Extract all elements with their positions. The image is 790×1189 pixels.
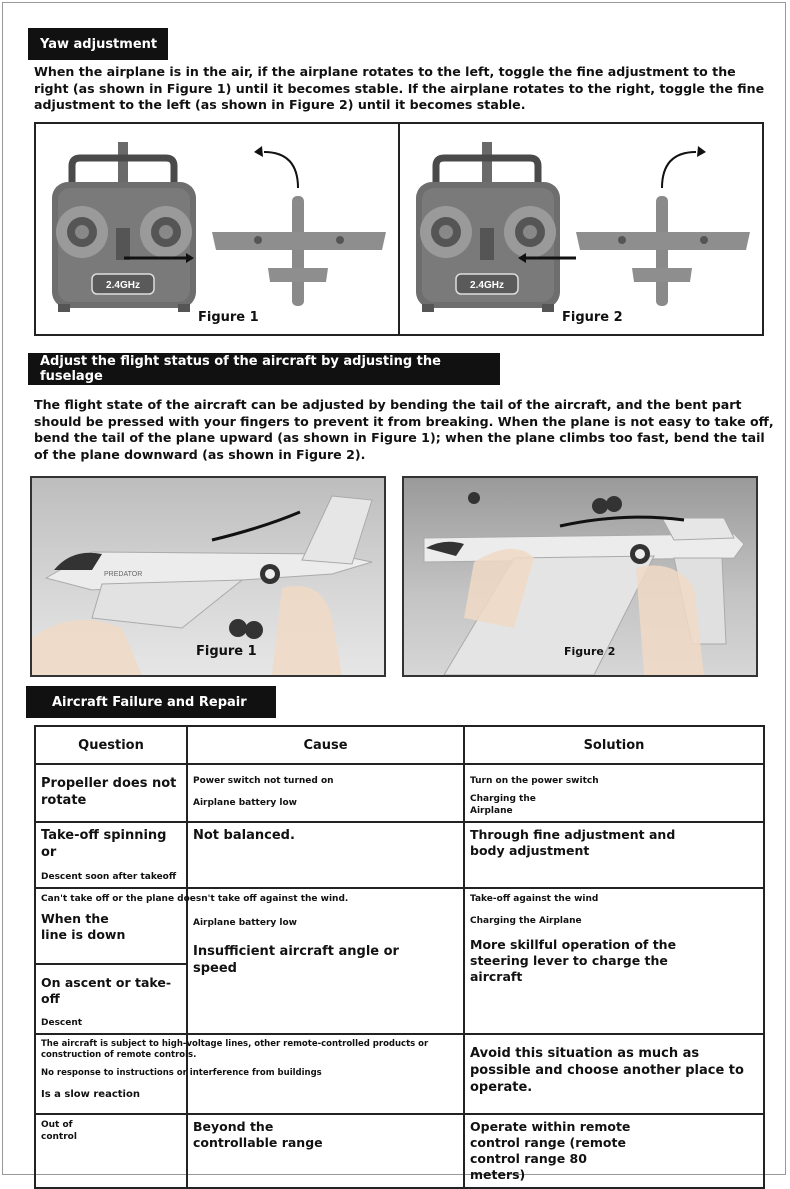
question-text: Can't take off or the plane doesn't take off against the wind.	[41, 894, 349, 904]
fuselage-instructions: The flight state of the aircraft can be adjusted by bending the tail of the aircraft, and the bent part should be pressed with your fingers to prevent it from breaking. When the plane is not easy to take off, bend the tail of the plane upward (as shown in Figure 1); when the plane climbs too fast, bend the tail of the plane downward (as shown in Figure 2).	[34, 397, 774, 462]
fuselage-figure2-label: Figure 2	[564, 645, 616, 658]
question-text: Propeller does not rotate	[41, 776, 177, 808]
table-row	[35, 822, 764, 888]
solution-cell	[464, 1034, 764, 1114]
repair-header-text: Aircraft Failure and Repair	[52, 694, 247, 710]
yaw-figure1-illustration	[36, 124, 398, 334]
cause-cell	[187, 764, 464, 822]
column-header-question: Question	[35, 726, 187, 764]
remote-badge-label: 2.4GHz	[106, 280, 140, 291]
cause-text: Airplane battery low	[193, 918, 297, 928]
solution-cell	[464, 888, 764, 1034]
yaw-header-text: Yaw adjustment	[40, 36, 158, 52]
question-text: When the line is down	[41, 911, 126, 942]
column-header-cause: Cause	[187, 726, 464, 764]
airplane-topview-icon	[212, 196, 386, 306]
cause-text: Power switch not turned on	[193, 776, 334, 786]
solution-text: Charging the Airplane	[470, 916, 582, 926]
solution-text: Charging the Airplane	[470, 794, 536, 816]
airplane-topview-icon	[576, 196, 750, 306]
yaw-figure1-label: Figure 1	[198, 310, 259, 325]
solution-cell	[464, 764, 764, 822]
solution-text: Through fine adjustment and body adjustment	[470, 827, 676, 858]
cause-cell	[187, 888, 464, 1034]
solution-text: Operate within remote control range (remote control range 80 meters)	[470, 1119, 631, 1182]
question-cell	[35, 822, 187, 888]
plane-text: PREDATOR	[104, 571, 143, 578]
cause-cell	[187, 822, 464, 888]
question-text: Descent soon after takeoff	[41, 872, 177, 882]
bend-curve-icon	[212, 512, 300, 540]
fuselage-header-text: Adjust the flight status of the aircraft by adjusting the fuselage	[40, 354, 441, 384]
question-cell	[35, 764, 187, 822]
yaw-figure2-panel	[398, 122, 764, 336]
cause-text: Airplane battery low	[193, 798, 297, 808]
repair-table	[34, 725, 765, 1189]
question-text: The aircraft is subject to high-voltage lines, other remote-controlled products or construction of remote controls.	[41, 1039, 429, 1060]
solution-cell	[464, 822, 764, 888]
solution-text: Avoid this situation as much as possible and choose another place to operate.	[470, 1046, 744, 1095]
question-text: No response to instructions or interference from buildings	[41, 1068, 322, 1078]
table-header-row	[35, 726, 764, 764]
solution-text: Turn on the power switch	[470, 776, 599, 786]
question-cell	[35, 1034, 429, 1114]
question-text: Take-off spinning or	[41, 828, 167, 860]
question-cell	[35, 1114, 187, 1188]
rotate-right-arrow-icon	[662, 152, 696, 188]
question-cell	[35, 964, 187, 1034]
solution-cell	[464, 1114, 764, 1188]
repair-header	[26, 686, 276, 718]
yaw-header	[28, 28, 168, 60]
question-text: On ascent or take-off	[41, 975, 172, 1006]
cause-text: Not balanced.	[193, 828, 295, 843]
column-header-solution: Solution	[464, 726, 764, 764]
table-row	[35, 1114, 764, 1188]
remote-badge-label: 2.4GHz	[470, 280, 504, 291]
cause-text: Beyond the controllable range	[193, 1119, 323, 1150]
fuselage-figure2-photo	[402, 476, 758, 677]
question-text: Descent	[41, 1018, 83, 1028]
rotate-left-arrow-icon	[264, 152, 298, 188]
yaw-figure2-illustration	[400, 124, 762, 334]
table-row	[35, 764, 764, 822]
yaw-instructions: When the airplane is in the air, if the airplane rotates to the left, toggle the fine adjustment to the right (as shown in Figure 1) until it becomes stable. If the airplane rotates to the right, toggle the fine adjustment to the left (as shown in Figure 2) until it becomes stable.	[34, 64, 765, 112]
solution-text: Take-off against the wind	[470, 894, 599, 904]
yaw-figure2-label: Figure 2	[562, 310, 623, 325]
remote-controller-icon	[416, 142, 560, 312]
question-text: Is a slow reaction	[41, 1089, 140, 1100]
fuselage-figure1-photo	[30, 476, 386, 677]
table-row	[35, 888, 764, 964]
table-row	[35, 1034, 764, 1114]
fuselage-figure1-label: Figure 1	[196, 644, 257, 659]
fuselage-header	[28, 353, 500, 385]
cause-cell	[187, 1114, 464, 1188]
question-text: Out of control	[41, 1120, 77, 1142]
solution-text: More skillful operation of the steering lever to charge the aircraft	[470, 937, 677, 984]
yaw-figure1-panel	[34, 122, 400, 336]
remote-controller-icon	[52, 142, 196, 312]
cause-text: Insufficient aircraft angle or speed	[193, 944, 399, 976]
